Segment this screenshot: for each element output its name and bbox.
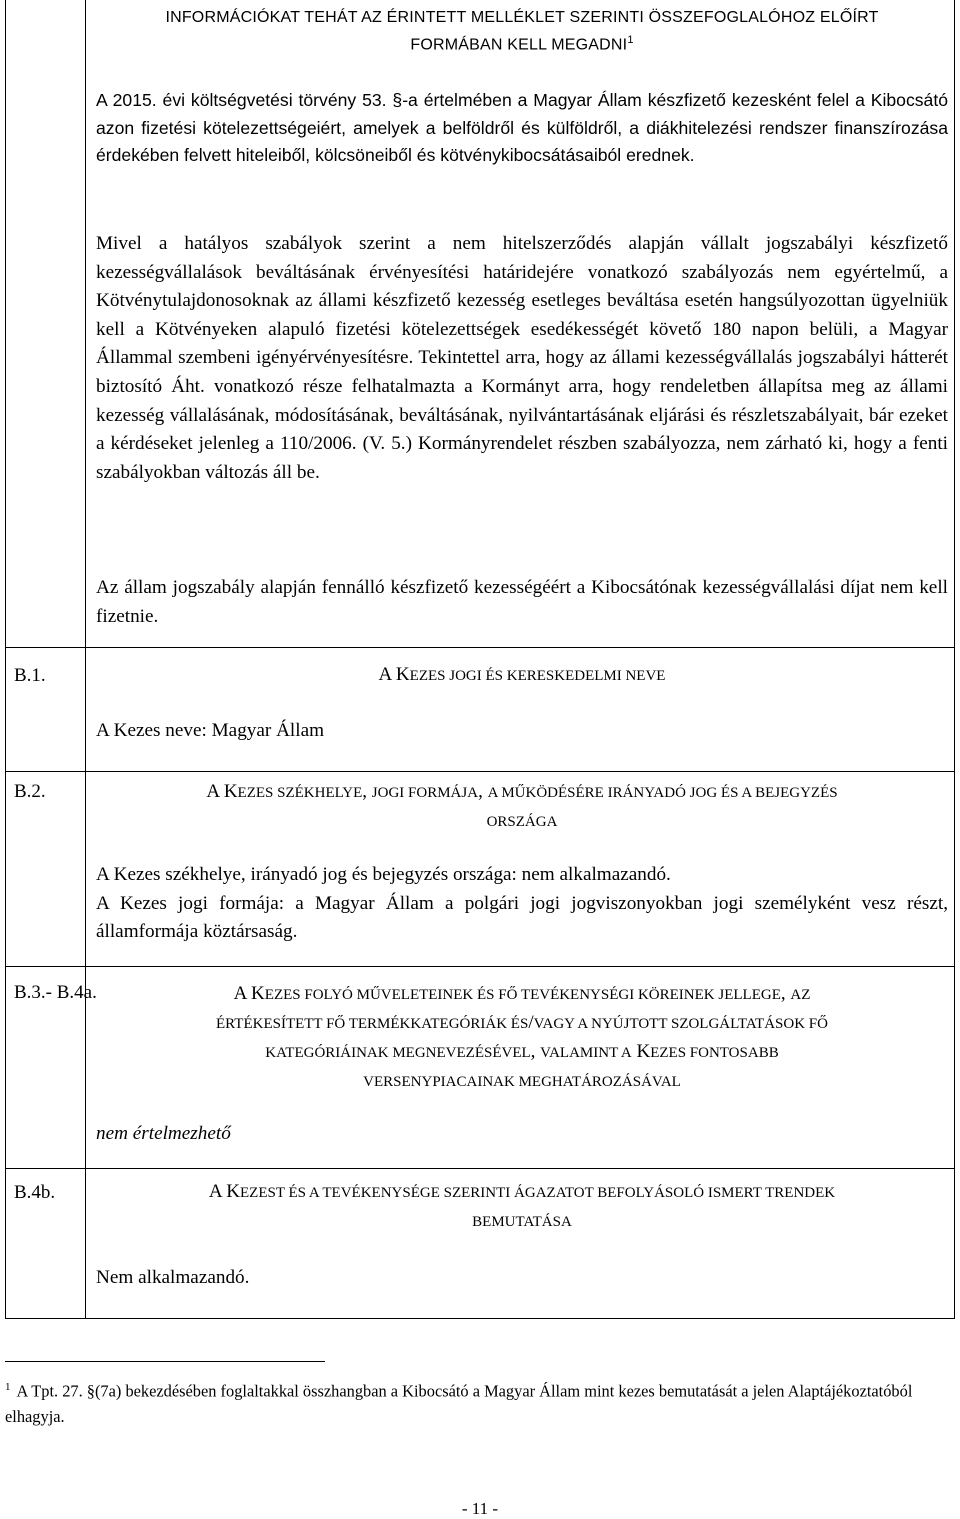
footnote-ref: 1 — [627, 34, 634, 46]
guarantor-name: A Kezes neve: Magyar Állam — [96, 720, 325, 741]
row-divider-b2 — [6, 771, 954, 772]
page-number: - 11 - — [461, 1499, 499, 1518]
header-line-2: FORMÁBAN KELL MEGADNI$^1$ — [410, 34, 634, 54]
trends-value: Nem alkalmazandó. — [96, 1267, 250, 1288]
summary-header — [96, 7, 948, 56]
paragraph-enforcement-rules: Mivel a hatályos szabályok szerint a nem hitelszerződés alapján vállalt jogszabályi készfizető kezességvállalások beváltásának érvényesítési határidejére vonatkozó szabályozás nem egyértelmű, a Kötvénytulajdonosoknak az állami készfizető kezesség esetleges beváltása esetén hangsúlyozottan ügyelniük kell a Kötvényeken alapuló fizetési kötelezettségek esedékességét követő 180 napon belüli, a Magyar Állammal szembeni igényérvényesítésre. Tekintettel arra, hogy az állami kezességvállalás jogszabályi hátterét biztosító Áht. vonatkozó része felhatalmazta a Kormányt arra, hogy rendeletben állapítsa meg az állami kezesség vállalásának, módosításának, beváltásának, nyilvántartásának eljárási és részletszabályait, bár ezeket a kérdéseket jelenleg a 110/2006. (V. 5.) Kormányrendelet részben szabályozza, nem zárható ki, hogy a fenti szabályokban változás áll be. — [96, 233, 948, 483]
section-title-b1: A KEZES JOGI ÉS KERESKEDELMI NEVE — [378, 664, 666, 685]
row-divider-b3 — [6, 966, 954, 967]
paragraph-guarantee-fee: Az állam jogszabály alapján fennálló készfizető kezességéért a Kibocsátónak kezességvállalási díjat nem kell fizetnie. — [96, 577, 948, 627]
section-title-b3-b4a: A KEZES FOLYÓ MŰVELETEINEK ÉS FŐ TEVÉKENYSÉGI KÖREINEK JELLEGE, AZ ÉRTÉKESÍTETT FŐ TERMÉKKATEGÓRIÁK ÉS/VAGY A NYÚJTOTT SZOLGÁLTATÁSOK FŐ KATEGÓRIÁINAK MEGNEVEZÉSÉVEL, VALAMINT A KEZES FONTOSABB VERSENYPIACAINAK MEGHATÁROZÁSÁVAL — [216, 983, 828, 1090]
document-table — [5, 0, 955, 1319]
paragraph-guarantee-law: A 2015. évi költségvetési törvény 53. §-a értelmében a Magyar Állam készfizető kezesként felel a Kibocsátó azon fizetési kötelezettségeiért, amelyek a belföldről és külföldről, a diákhitelezési rendszer finanszírozása érdekében felvett hiteleiből, kölcsöneiből és kötvénykibocsátásaiból erednek. — [96, 90, 948, 166]
header-line-1: INFORMÁCIÓKAT TEHÁT AZ ÉRINTETT MELLÉKLET SZERINTI ÖSSZEFOGLALÓHOZ ELŐÍRT — [165, 9, 879, 26]
footnote — [5, 1374, 955, 1430]
row-divider-b4b — [6, 1168, 954, 1169]
guarantor-legal-form: A Kezes jogi formája: a Magyar Állam a polgári jogi jogviszonyokban jogi személyként vesz részt, államformája köztársaság. — [96, 892, 948, 943]
section-label-b3-b4a: B.3.- B.4a. — [14, 982, 97, 1003]
footnote-text: A Tpt. 27. §(7a) bekezdésében foglaltakkal összhangban a Kibocsátó a Magyar Állam mint kezes bemutatását a jelen Alaptájékoztatóból elhagyja. — [5, 1381, 913, 1427]
section-label-b4b: B.4b. — [14, 1182, 56, 1203]
footnote-separator — [5, 1361, 325, 1362]
column-divider — [85, 0, 86, 1318]
section-title-b4b: A KEZEST ÉS A TEVÉKENYSÉGE SZERINTI ÁGAZATOT BEFOLYÁSOLÓ ISMERT TRENDEK BEMUTATÁSA — [208, 1181, 836, 1230]
guarantor-seat: A Kezes székhelye, irányadó jog és bejegyzés országa: nem alkalmazandó. — [96, 864, 671, 885]
section-label-b1: B.1. — [14, 665, 46, 686]
footnote-number: 1 — [5, 1381, 11, 1393]
row-divider-b1 — [6, 647, 954, 648]
section-label-b2: B.2. — [14, 781, 46, 802]
section-title-b2: A KEZES SZÉKHELYE, JOGI FORMÁJA, A MŰKÖDÉSÉRE IRÁNYADÓ JOG ÉS A BEJEGYZÉS ORSZÁGA — [206, 781, 838, 830]
activities-value: nem értelmezhető — [96, 1123, 231, 1144]
